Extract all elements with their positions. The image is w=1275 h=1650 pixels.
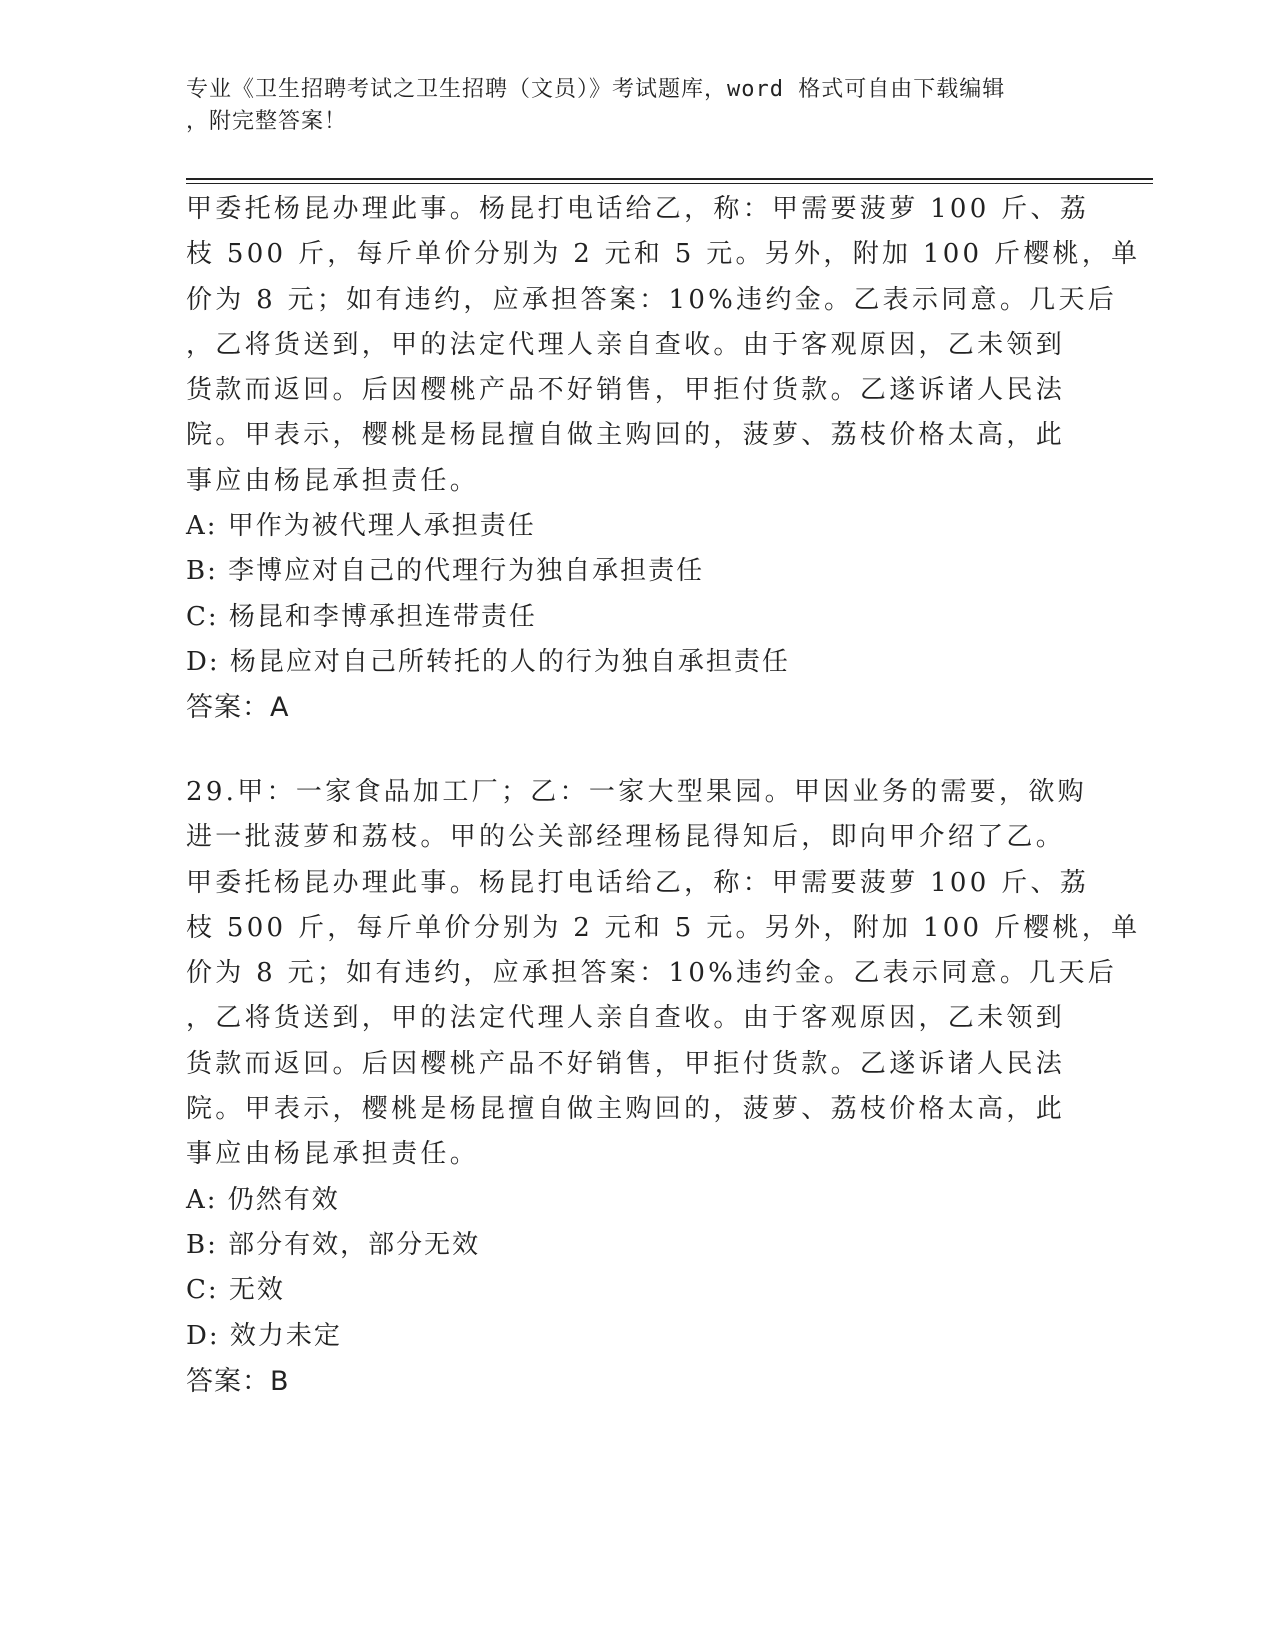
- option-d: D: 杨昆应对自己所转托的人的行为独自承担责任: [186, 646, 790, 677]
- option-a: A: 仍然有效: [186, 1184, 340, 1215]
- question-text-line: 院。甲表示，樱桃是杨昆擅自做主购回的，菠萝、荔枝价格太高，此: [186, 420, 1066, 451]
- option-b: B: 李博应对自己的代理行为独自承担责任: [186, 556, 705, 587]
- answer: 答案：A: [186, 692, 290, 724]
- question-text-line: 甲委托杨昆办理此事。杨昆打电话给乙，称：甲需要菠萝 100 斤、荔: [186, 194, 1090, 224]
- question-text-line: 事应由杨昆承担责任。: [186, 465, 480, 496]
- question-28: [186, 187, 1141, 730]
- header-divider: [186, 178, 1153, 180]
- option-d: D: 效力未定: [186, 1320, 342, 1351]
- option-c: C: 无效: [186, 1275, 285, 1306]
- option-c: C: 杨昆和李博承担连带责任: [186, 601, 537, 632]
- question-text-line: 事应由杨昆承担责任。: [186, 1139, 480, 1170]
- question-text-line: ，乙将货送到，甲的法定代理人亲自查收。由于客观原因，乙未领到: [186, 329, 1066, 360]
- question-text-line: 院。甲表示，樱桃是杨昆擅自做主购回的，菠萝、荔枝价格太高，此: [186, 1094, 1066, 1125]
- header-line: ，附完整答案！: [186, 109, 348, 134]
- question-text-line: 价为 8 元；如有违约，应承担答案：10%违约金。乙表示同意。几天后: [186, 284, 1118, 315]
- question-text-line: 价为 8 元；如有违约，应承担答案：10%违约金。乙表示同意。几天后: [186, 958, 1118, 989]
- header-line: 专业《卫生招聘考试之卫生招聘（文员）》考试题库，word 格式可自由下载编辑: [186, 77, 1006, 102]
- option-a: A: 甲作为被代理人承担责任: [186, 511, 536, 542]
- question-text-line: ，乙将货送到，甲的法定代理人亲自查收。由于客观原因，乙未领到: [186, 1003, 1066, 1034]
- question-text-line: 枝 500 斤，每斤单价分别为 2 元和 5 元。另外，附加 100 斤樱桃，单: [186, 239, 1141, 270]
- question-text-line: 29.甲：一家食品加工厂；乙：一家大型果园。甲因业务的需要，欲购: [186, 777, 1087, 807]
- question-text-line: 货款而返回。后因樱桃产品不好销售，甲拒付货款。乙遂诉诸人民法: [186, 1048, 1066, 1079]
- question-text-line: 枝 500 斤，每斤单价分别为 2 元和 5 元。另外，附加 100 斤樱桃，单: [186, 912, 1141, 943]
- option-b: B: 部分有效，部分无效: [186, 1229, 481, 1260]
- header-divider: [186, 183, 1153, 184]
- question-text-line: 货款而返回。后因樱桃产品不好销售，甲拒付货款。乙遂诉诸人民法: [186, 375, 1066, 406]
- question-text-line: 进一批菠萝和荔枝。甲的公关部经理杨昆得知后，即向甲介绍了乙。: [186, 822, 1066, 853]
- question-text-line: 甲委托杨昆办理此事。杨昆打电话给乙，称：甲需要菠萝 100 斤、荔: [186, 867, 1090, 898]
- document-header: [186, 74, 1066, 138]
- question-29: [186, 770, 1141, 1404]
- answer: 答案：B: [186, 1365, 290, 1397]
